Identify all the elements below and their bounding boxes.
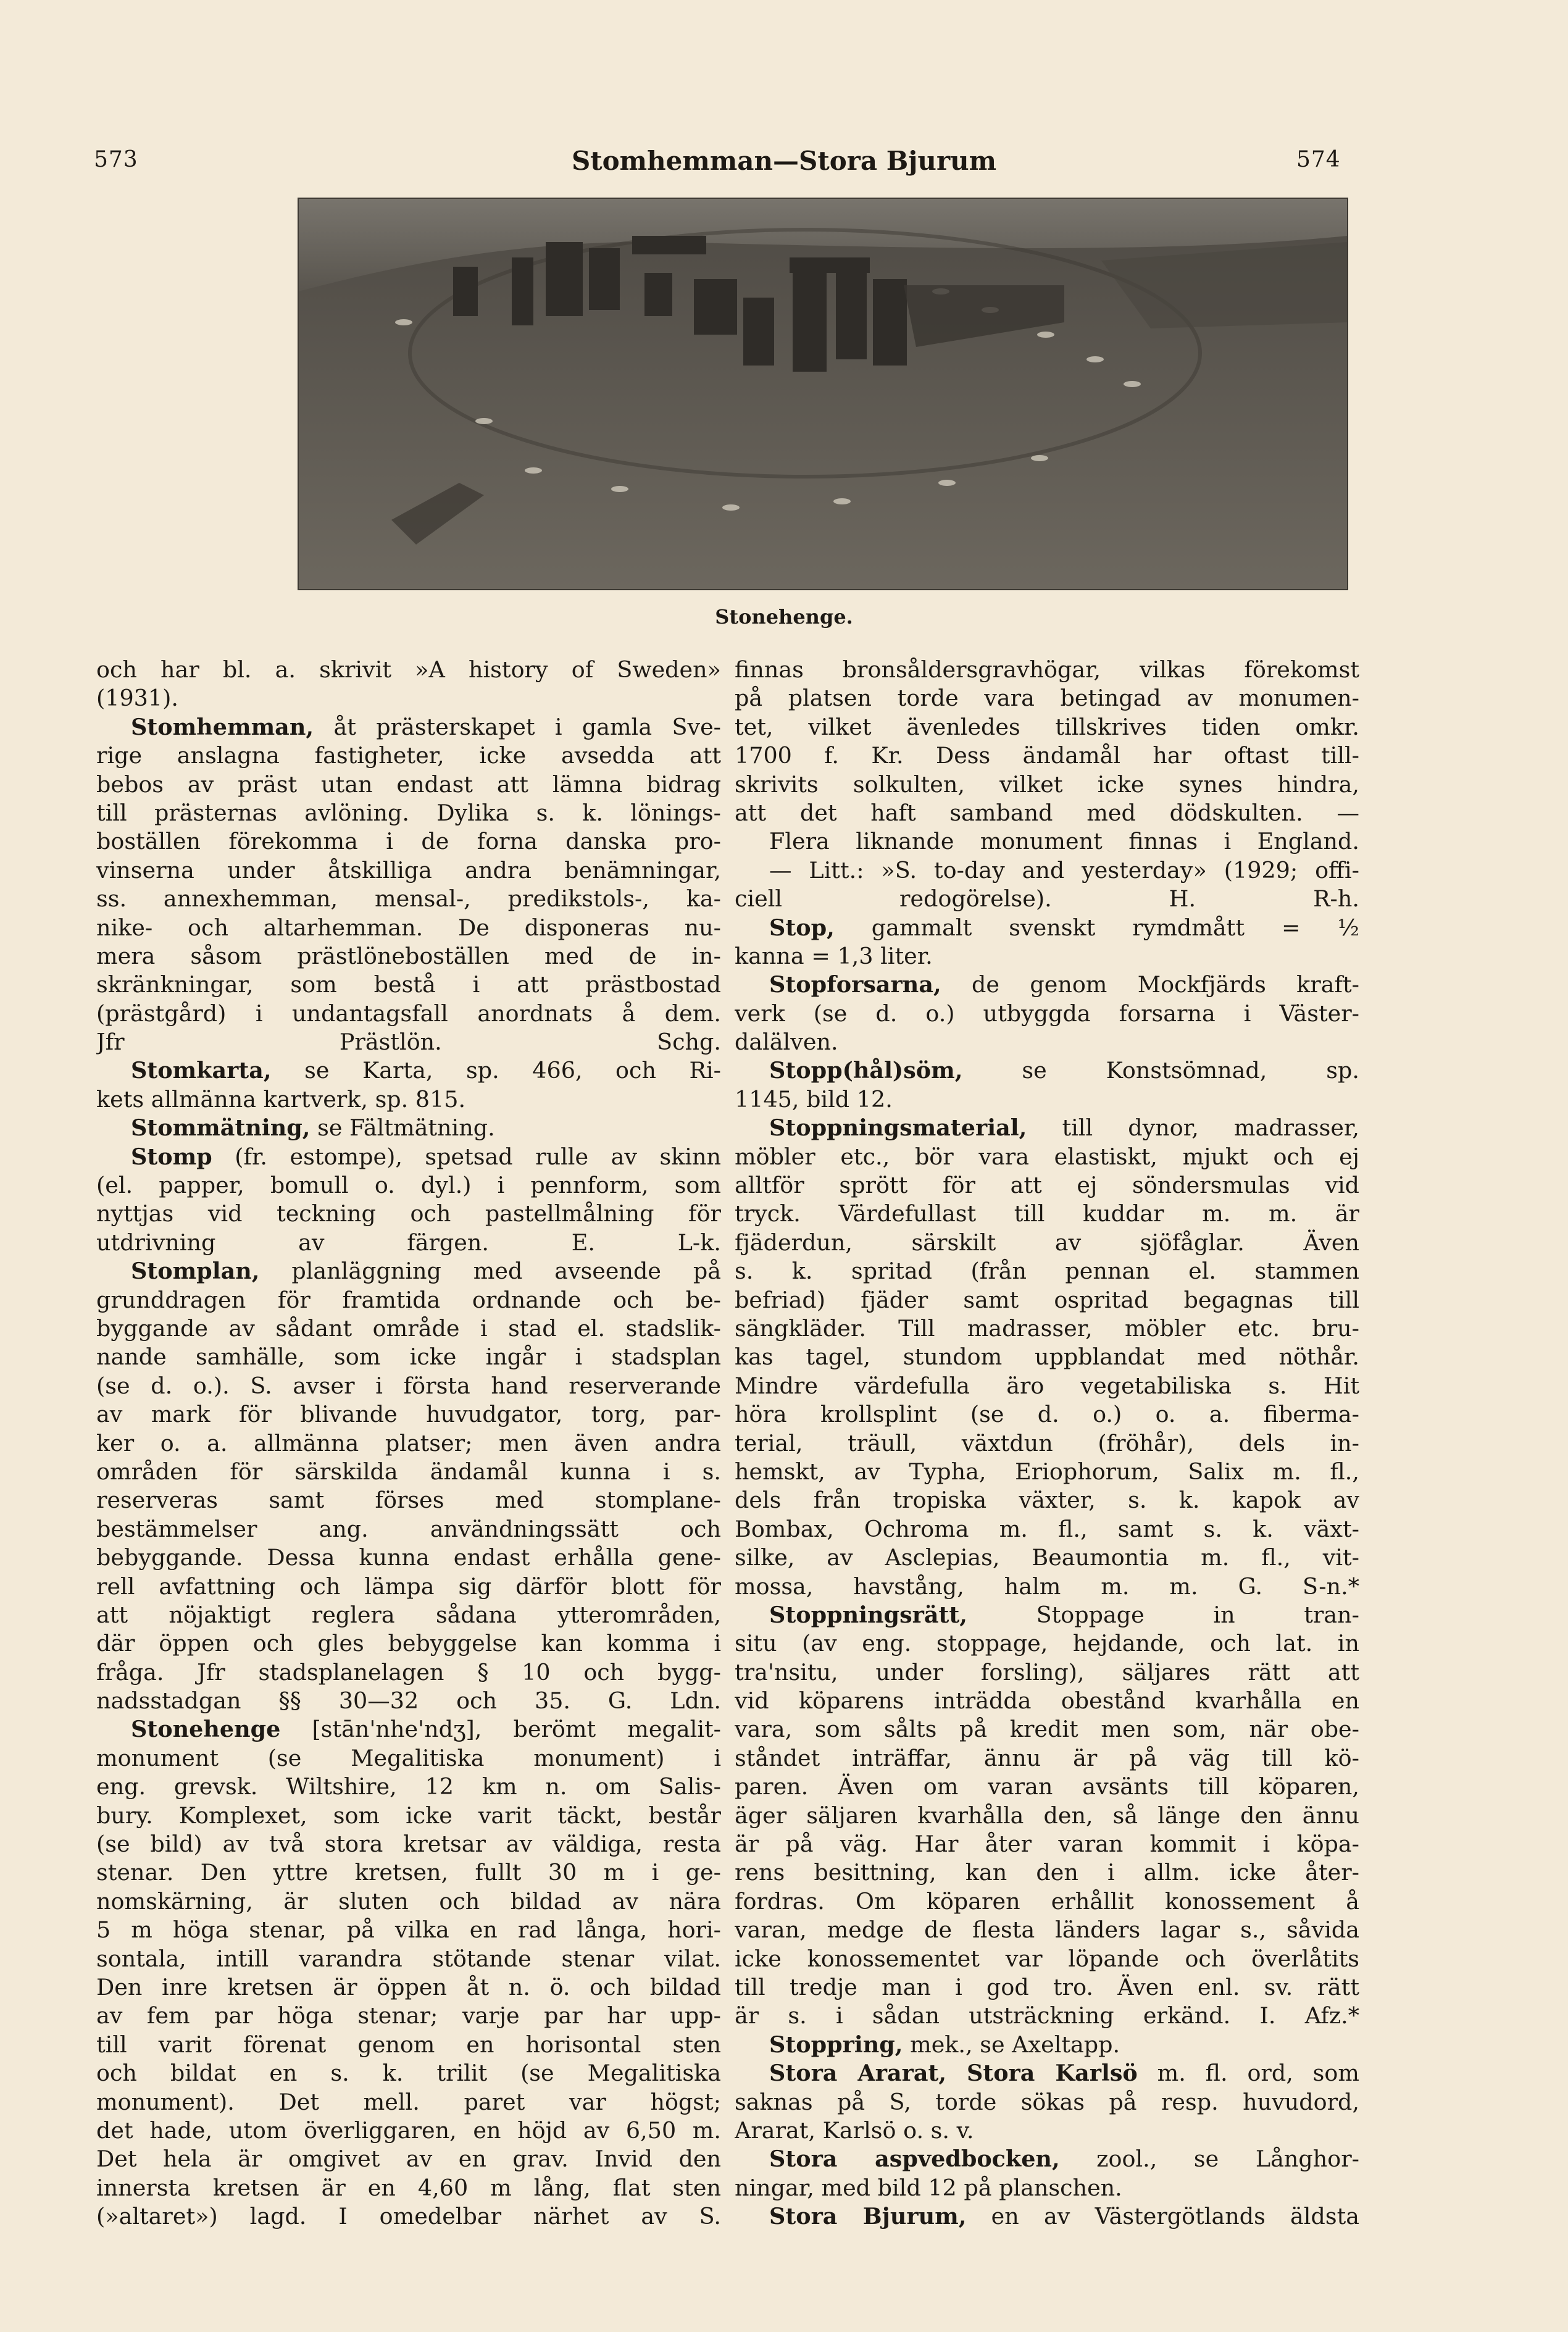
stonehenge-illustration	[299, 199, 1347, 589]
text-line	[96, 2174, 721, 2202]
line-text: saknas på S, torde sökas på resp. huvudord,	[735, 2088, 1359, 2115]
text-line	[735, 1229, 1359, 1257]
text-line	[96, 2002, 721, 2030]
line-text: (»altaret») lagd. I omedelbar närhet av S.	[96, 2203, 721, 2230]
text-line	[735, 1314, 1359, 1343]
text-line	[96, 2145, 721, 2173]
text-line	[96, 2031, 721, 2059]
line-text: — Litt.: »S. to-day and yesterday» (1929; offi-	[769, 856, 1359, 884]
text-line	[96, 684, 721, 713]
line-text: till varit förenat genom en horisontal sten	[96, 2031, 721, 2058]
text-line	[96, 1286, 721, 1314]
text-line	[735, 1858, 1359, 1887]
text-line	[735, 1573, 1359, 1601]
line-text: det hade, utom överliggaren, en höjd av 6,50 m.	[96, 2117, 721, 2144]
line-text: tet, vilket ävenledes tillskrives tiden omkr.	[735, 713, 1359, 740]
text-line	[735, 971, 1359, 999]
text-line	[96, 1802, 721, 1830]
text-line	[735, 1200, 1359, 1228]
line-text: (fr. estompe), spetsad rulle av skinn	[212, 1143, 721, 1170]
line-text: fordras. Om köparen erhållit konossement å	[735, 1887, 1359, 1915]
text-line	[735, 1515, 1359, 1544]
line-text: dels från tropiska växter, s. k. kapok av	[735, 1487, 1359, 1514]
text-line	[96, 1486, 721, 1515]
line-text: tryck. Värdefullast till kuddar m. m. är	[735, 1200, 1359, 1227]
text-line	[96, 1056, 721, 1085]
line-text: vid köparens inträdda obestånd kvarhålla en	[735, 1687, 1359, 1715]
line-text: fråga. Jfr stadsplanelagen § 10 och bygg-	[96, 1658, 721, 1686]
line-text: höra krollsplint (se d. o.) o. a. fiberma-	[735, 1401, 1359, 1428]
line-text: byggande av sådant område i stad el. stadslik-	[96, 1314, 721, 1342]
text-line	[96, 1114, 721, 1142]
line-text: skrivits solkulten, vilket icke synes hindra,	[735, 771, 1359, 798]
entry-headword: Stomp	[131, 1143, 212, 1170]
text-line	[735, 1658, 1359, 1687]
text-line	[96, 1028, 721, 1056]
line-text: [stān'nhe'ndʒ], berömt megalit-	[280, 1716, 721, 1743]
text-line	[96, 1858, 721, 1887]
line-text: till prästernas avlöning. Dylika s. k. lönings-	[96, 799, 721, 826]
text-line	[735, 2174, 1359, 2202]
text-line	[735, 713, 1359, 742]
text-line	[96, 1916, 721, 1944]
text-line	[735, 942, 1359, 971]
text-line	[96, 1314, 721, 1343]
entry-headword: Stoppring,	[769, 2031, 903, 2058]
text-line	[96, 2059, 721, 2088]
line-text: Mindre värdefulla äro vegetabiliska s. Hit	[735, 1372, 1359, 1399]
text-line	[735, 1056, 1359, 1085]
line-text: befriad) fjäder samt ospritad begagnas till	[735, 1286, 1359, 1313]
line-text: icke konossementet var löpande och överlåtits	[735, 1945, 1359, 1972]
entry-headword: Stomhemman,	[131, 713, 314, 740]
text-line	[735, 1343, 1359, 1371]
text-line	[96, 1773, 721, 1801]
text-line	[96, 827, 721, 856]
text-line	[96, 1830, 721, 1858]
text-line	[735, 656, 1359, 684]
line-text: områden för särskilda ändamål kunna i s.	[96, 1458, 721, 1485]
text-line	[96, 771, 721, 799]
text-line	[735, 1486, 1359, 1515]
text-line	[96, 1343, 721, 1371]
line-text: Bombax, Ochroma m. fl., samt s. k. växt-	[735, 1515, 1359, 1542]
line-text: bebyggande. Dessa kunna endast erhålla gene-	[96, 1544, 721, 1571]
right-column	[735, 656, 1359, 2231]
line-text: s. k. spritad (från pennan el. stammen	[735, 1258, 1359, 1285]
entry-headword: Stoppningsrätt,	[769, 1601, 967, 1628]
text-line	[96, 2202, 721, 2231]
text-line	[735, 1601, 1359, 1629]
line-text: bebos av präst utan endast att lämna bidrag	[96, 771, 721, 798]
line-text: bestämmelser ang. användningssätt och	[96, 1515, 721, 1542]
text-line	[96, 1573, 721, 1601]
line-text: möbler etc., bör vara elastiskt, mjukt och ej	[735, 1143, 1359, 1170]
line-text: Flera liknande monument finnas i England.	[769, 828, 1359, 855]
line-text: (1931).	[96, 685, 178, 712]
text-line	[735, 2088, 1359, 2117]
text-line	[735, 2202, 1359, 2231]
text-line	[735, 2031, 1359, 2059]
line-text: av mark för blivande huvudgator, torg, par-	[96, 1401, 721, 1428]
text-line	[96, 1372, 721, 1400]
text-line	[96, 1229, 721, 1257]
page-number-left: 573	[94, 147, 138, 172]
text-line	[735, 1429, 1359, 1458]
entry-headword: Stora Ararat, Stora Karlsö	[769, 2060, 1138, 2087]
line-text: alltför sprött för att ej söndersmulas vid	[735, 1172, 1359, 1199]
text-line	[735, 1286, 1359, 1314]
line-text: att det haft samband med dödskulten. —	[735, 799, 1359, 826]
text-line	[96, 713, 721, 742]
line-text: silke, av Asclepias, Beaumontia m. fl., vit-	[735, 1544, 1359, 1571]
entry-headword: Stopforsarna,	[769, 971, 941, 998]
line-text: boställen förekomma i de forna danska pro-	[96, 828, 721, 855]
text-line	[735, 2145, 1359, 2173]
entry-headword: Stora aspvedbocken,	[769, 2146, 1060, 2173]
text-line	[735, 2059, 1359, 2088]
line-text: (se d. o.). S. avser i första hand reserverande	[96, 1372, 721, 1399]
running-title: Stomhemman—Stora Bjurum	[571, 146, 997, 176]
line-text: Jfr Prästlön. Schg.	[96, 1029, 721, 1056]
line-text: terial, träull, växtdun (fröhår), dels in-	[735, 1429, 1359, 1456]
line-text: de genom Mockfjärds kraft-	[941, 971, 1359, 998]
text-line	[96, 1687, 721, 1715]
text-line	[735, 885, 1359, 913]
line-text: sängkläder. Till madrasser, möbler etc. bru-	[735, 1314, 1359, 1342]
entry-headword: Stomplan,	[131, 1258, 260, 1285]
text-line	[96, 1601, 721, 1629]
text-line	[96, 942, 721, 971]
page-number-right: 574	[1296, 147, 1341, 172]
entry-headword: Stoppningsmaterial,	[769, 1114, 1027, 1142]
line-text: mek., se Axeltapp.	[903, 2031, 1120, 2058]
line-text: tra'nsitu, under forsling), säljares rätt att	[735, 1658, 1359, 1686]
text-line	[96, 1143, 721, 1171]
text-line	[735, 1973, 1359, 2002]
text-line	[735, 1400, 1359, 1429]
line-text: monument (se Megalitiska monument) i	[96, 1744, 721, 1771]
line-text: finnas bronsåldersgravhögar, vilkas förekomst	[735, 656, 1359, 683]
entry-headword: Stora Bjurum,	[769, 2203, 967, 2230]
text-line	[96, 1973, 721, 2002]
text-line	[735, 1085, 1359, 1114]
line-text: (el. papper, bomull o. dyl.) i pennform, som	[96, 1172, 721, 1199]
line-text: (prästgård) i undantagsfall anordnats å dem.	[96, 1000, 721, 1027]
line-text: rell avfattning och lämpa sig därför blott för	[96, 1573, 721, 1600]
line-text: ciell redogörelse). H. R-h.	[735, 885, 1359, 913]
line-text: rens besittning, kan den i allm. icke åter-	[735, 1859, 1359, 1886]
line-text: reserveras samt förses med stomplane-	[96, 1487, 721, 1514]
line-text: se Fältmätning.	[310, 1114, 495, 1142]
text-line	[96, 1544, 721, 1572]
text-line	[96, 1715, 721, 1744]
line-text: en av Västergötlands äldsta	[966, 2203, 1359, 2230]
text-line	[735, 1916, 1359, 1944]
text-line	[96, 1085, 721, 1114]
line-text: mera såsom prästlöneboställen med de in-	[96, 942, 721, 969]
text-line	[735, 1773, 1359, 1801]
line-text: ståndet inträffar, ännu är på väg till kö-	[735, 1744, 1359, 1771]
text-line	[96, 971, 721, 999]
text-line	[735, 1715, 1359, 1744]
line-text: Ararat, Karlsö o. s. v.	[735, 2117, 974, 2144]
line-text: Det hela är omgivet av en grav. Invid den	[96, 2146, 721, 2173]
text-line	[735, 1028, 1359, 1056]
entry-headword: Stopp(hål)söm,	[769, 1057, 963, 1084]
text-line	[735, 771, 1359, 799]
text-line	[96, 2088, 721, 2117]
text-line	[96, 1629, 721, 1658]
text-line	[735, 1458, 1359, 1486]
text-line	[96, 1458, 721, 1486]
text-line	[735, 914, 1359, 942]
line-text: åt prästerskapet i gamla Sve-	[314, 713, 721, 740]
entry-headword: Stomkarta,	[131, 1057, 272, 1084]
text-line	[96, 856, 721, 885]
line-text: ningar, med bild 12 på planschen.	[735, 2174, 1122, 2201]
text-line	[735, 827, 1359, 856]
line-text: varan, medge de flesta länders lagar s., såvida	[735, 1916, 1359, 1944]
text-line	[735, 742, 1359, 770]
line-text: nadsstadgan §§ 30—32 och 35. G. Ldn.	[96, 1687, 721, 1715]
line-text: nike- och altarhemman. De disponeras nu-	[96, 914, 721, 941]
text-line	[96, 1744, 721, 1773]
text-line	[96, 1429, 721, 1458]
figure-caption: Stonehenge.	[715, 605, 853, 629]
line-text: 5 m höga stenar, på vilka en rad långa, hori-	[96, 1916, 721, 1944]
line-text: är på väg. Har åter varan kommit i köpa-	[735, 1831, 1359, 1858]
text-line	[96, 1000, 721, 1028]
line-text: och har bl. a. skrivit »A history of Sweden»	[96, 656, 721, 683]
text-line	[735, 2002, 1359, 2030]
text-line	[96, 914, 721, 942]
text-line	[96, 1200, 721, 1228]
line-text: bury. Komplexet, som icke varit täckt, består	[96, 1802, 721, 1829]
left-column	[96, 656, 721, 2231]
line-text: nomskärning, är sluten och bildad av nära	[96, 1887, 721, 1915]
line-text: ker o. a. allmänna platser; men även andra	[96, 1429, 721, 1456]
line-text: ss. annexhemman, mensal-, predikstols-, ka-	[96, 885, 721, 913]
line-text: kanna = 1,3 liter.	[735, 942, 933, 969]
line-text: mossa, havstång, halm m. m. G. S-n.*	[735, 1573, 1359, 1600]
line-text: till tredje man i god tro. Även enl. sv. rätt	[735, 1973, 1359, 2000]
line-text: situ (av eng. stoppage, hejdande, och lat. in	[735, 1630, 1359, 1657]
text-line	[96, 2117, 721, 2145]
text-line	[735, 1143, 1359, 1171]
text-line	[735, 1544, 1359, 1572]
line-text: se Konstsömnad, sp.	[962, 1057, 1359, 1084]
line-text: Stoppage in tran-	[967, 1601, 1359, 1628]
line-text: (se bild) av två stora kretsar av väldiga, resta	[96, 1831, 721, 1858]
line-text: att nöjaktigt reglera sådana ytterområden,	[96, 1601, 721, 1628]
text-line	[735, 799, 1359, 827]
text-line	[735, 1887, 1359, 1916]
text-line	[96, 885, 721, 913]
line-text: rige anslagna fastigheter, icke avsedda att	[96, 742, 721, 769]
text-line	[735, 1945, 1359, 1973]
text-line	[735, 1000, 1359, 1028]
line-text: skränkningar, som bestå i att prästbostad	[96, 971, 721, 998]
line-text: där öppen och gles bebyggelse kan komma i	[96, 1630, 721, 1657]
line-text: se Karta, sp. 466, och Ri-	[271, 1057, 721, 1084]
line-text: planläggning med avseende på	[259, 1258, 721, 1285]
text-line	[735, 2117, 1359, 2145]
line-text: utdrivning av färgen. E. L-k.	[96, 1229, 721, 1256]
text-line	[735, 1629, 1359, 1658]
line-text: på platsen torde vara betingad av monumen-	[735, 685, 1359, 712]
text-line	[735, 1830, 1359, 1858]
line-text: nyttjas vid teckning och pastellmålning för	[96, 1200, 721, 1227]
entry-headword: Stommätning,	[131, 1114, 311, 1142]
text-line	[735, 1802, 1359, 1830]
entry-headword: Stop,	[769, 914, 835, 941]
text-line	[735, 1171, 1359, 1200]
line-text: och bildat en s. k. trilit (se Megalitiska	[96, 2060, 721, 2087]
entry-headword: Stonehenge	[131, 1716, 281, 1743]
text-line	[96, 656, 721, 684]
line-text: till dynor, madrasser,	[1027, 1114, 1359, 1142]
text-line	[96, 799, 721, 827]
line-text: kas tagel, stundom uppblandat med nöthår.	[735, 1344, 1359, 1371]
line-text: är s. i sådan utsträckning erkänd. I. Afz.*	[735, 2002, 1359, 2029]
line-text: gammalt svenskt rymdmått = ½	[834, 914, 1359, 941]
stonehenge-photo	[298, 198, 1348, 590]
line-text: stenar. Den yttre kretsen, fullt 30 m i ge-	[96, 1859, 721, 1886]
text-line	[96, 1658, 721, 1687]
line-text: av fem par höga stenar; varje par har upp-	[96, 2002, 721, 2029]
line-text: dalälven.	[735, 1029, 838, 1056]
text-line	[735, 1744, 1359, 1773]
line-text: Den inre kretsen är öppen åt n. ö. och bildad	[96, 1973, 721, 2000]
line-text: 1145, bild 12.	[735, 1085, 893, 1113]
line-text: fjäderdun, särskilt av sjöfåglar. Även	[735, 1229, 1359, 1256]
line-text: sontala, intill varandra stötande stenar vilat.	[96, 1945, 721, 1972]
text-line	[735, 1114, 1359, 1142]
line-text: vinserna under åtskilliga andra benämningar,	[96, 856, 721, 884]
line-text: 1700 f. Kr. Dess ändamål har oftast till-	[735, 742, 1359, 769]
text-line	[96, 1171, 721, 1200]
text-line	[96, 1945, 721, 1973]
text-line	[735, 1257, 1359, 1285]
line-text: hemskt, av Typha, Eriophorum, Salix m. fl.,	[735, 1458, 1359, 1485]
text-line	[96, 1257, 721, 1285]
text-line	[96, 742, 721, 770]
line-text: innersta kretsen är en 4,60 m lång, flat sten	[96, 2174, 721, 2201]
text-line	[735, 1687, 1359, 1715]
text-line	[735, 1372, 1359, 1400]
line-text: m. fl. ord, som	[1137, 2060, 1359, 2087]
line-text: vara, som sålts på kredit men som, när obe-	[735, 1716, 1359, 1743]
line-text: kets allmänna kartverk, sp. 815.	[96, 1085, 466, 1113]
line-text: paren. Även om varan avsänts till köparen,	[735, 1773, 1359, 1800]
text-line	[735, 684, 1359, 713]
line-text: nande samhälle, som icke ingår i stadsplan	[96, 1344, 721, 1371]
text-line	[96, 1887, 721, 1916]
text-line	[96, 1400, 721, 1429]
line-text: zool., se Långhor-	[1059, 2146, 1359, 2173]
line-text: verk (se d. o.) utbyggda forsarna i Väster-	[735, 1000, 1359, 1027]
text-line	[735, 856, 1359, 885]
line-text: monument). Det mell. paret var högst;	[96, 2088, 721, 2115]
line-text: eng. grevsk. Wiltshire, 12 km n. om Salis-	[96, 1773, 721, 1800]
line-text: grunddragen för framtida ordnande och be-	[96, 1286, 721, 1313]
text-line	[96, 1515, 721, 1544]
line-text: äger säljaren kvarhålla den, så länge den ännu	[735, 1802, 1359, 1829]
